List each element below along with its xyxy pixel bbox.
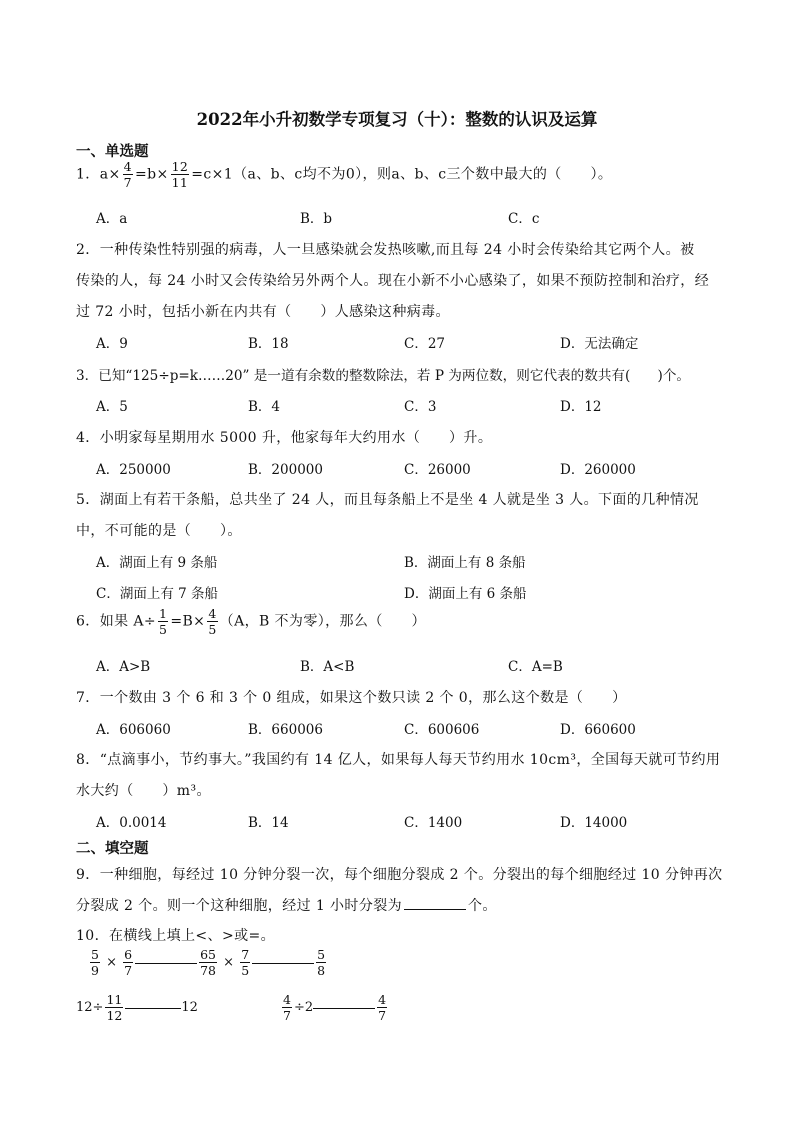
q8-option-d[interactable]: D．14000 xyxy=(560,815,628,831)
q3-option-c[interactable]: C．3 xyxy=(404,399,437,415)
question-2-line-1: 2．一种传染性特别强的病毒，人一旦感染就会发热咳嗽,而且每 24 小时会传染给其它两个人。被 xyxy=(76,242,695,258)
q10-fraction: $\frac{4}{7}$ xyxy=(378,992,387,1024)
q8-option-c[interactable]: C．1400 xyxy=(404,815,463,831)
q6-option-b[interactable]: B．A<B xyxy=(300,659,355,675)
q10-answer-blank-2[interactable] xyxy=(252,962,314,964)
q1-option-c[interactable]: C．c xyxy=(508,211,540,227)
q5-option-a[interactable]: A．湖面上有 9 条船 xyxy=(96,555,218,571)
q6-option-a[interactable]: A．A>B xyxy=(96,659,151,675)
q3-option-d[interactable]: D．12 xyxy=(560,399,602,415)
q6-text-post: （A，B 不为零），那么（ ） xyxy=(219,613,426,630)
question-8-line-2: 水大约（ ）m³。 xyxy=(76,783,211,799)
q10-answer-blank-4[interactable] xyxy=(313,1007,375,1009)
q5-option-b[interactable]: B．湖面上有 8 条船 xyxy=(404,555,526,571)
q6-fraction-1: $\frac{1}{5}$ xyxy=(159,606,168,638)
question-2-line-2: 传染的人，每 24 小时又会传染给另外两个人。现在小新不小心感染了，如果不预防控制和治疗，经 xyxy=(76,273,710,289)
question-3: 3．已知“125÷p=k……20” 是一道有余数的整数除法，若 P 为两位数，则它代表的数共有( )个。 xyxy=(76,368,691,384)
q2-option-b[interactable]: B．18 xyxy=(248,336,289,352)
q8-option-b[interactable]: B．14 xyxy=(248,815,289,831)
q10-fraction: $\frac{11}{12}$ xyxy=(106,992,123,1024)
section-heading-fill-in: 二、填空题 xyxy=(76,840,149,857)
q7-option-c[interactable]: C．600606 xyxy=(404,722,480,738)
q2-option-a[interactable]: A．9 xyxy=(96,336,128,352)
question-2-line-3: 过 72 小时，包括小新在内共有（ ）人感染这种病毒。 xyxy=(76,304,450,320)
q9-text-post: 个。 xyxy=(468,898,497,914)
question-4: 4．小明家每星期用水 5000 升，他家每年大约用水（ ）升。 xyxy=(76,430,493,446)
question-9-line-2 xyxy=(76,895,497,915)
q10-fraction: $\frac{7}{5}$ xyxy=(241,947,250,979)
question-5-line-2: 中，不可能的是（ ）。 xyxy=(76,523,242,539)
q1-fraction-1: $\frac{4}{7}$ xyxy=(123,159,132,191)
q10-fraction: $\frac{6}{7}$ xyxy=(124,947,133,979)
q10-fraction: $\frac{5}{8}$ xyxy=(317,947,326,979)
question-6 xyxy=(76,607,426,636)
question-8-line-1: 8．“点滴事小，节约事大。”我国约有 14 亿人，如果每人每天节约用水 10cm³，全国每天就可节约用 xyxy=(76,752,721,768)
q10-fraction: $\frac{65}{78}$ xyxy=(200,947,216,979)
q6-text-pre: 6．如果 A÷ xyxy=(76,613,156,630)
q10-answer-blank-1[interactable] xyxy=(135,962,197,964)
q3-option-a[interactable]: A．5 xyxy=(96,399,128,415)
q2-option-d[interactable]: D．无法确定 xyxy=(560,336,639,352)
q3-option-b[interactable]: B．4 xyxy=(248,399,281,415)
page-title: 2022年小升初数学专项复习（十）：整数的认识及运算 xyxy=(196,110,598,129)
q4-option-b[interactable]: B．200000 xyxy=(248,462,323,478)
q10-fraction: $\frac{5}{9}$ xyxy=(91,947,99,979)
q4-option-a[interactable]: A．250000 xyxy=(96,462,171,478)
q9-text-pre: 分裂成 2 个。则一个这种细胞，经过 1 小时分裂为 xyxy=(76,898,403,914)
q8-option-a[interactable]: A．0.0014 xyxy=(96,815,167,831)
q1-option-a[interactable]: A．a xyxy=(96,211,128,227)
q10-text: ÷2 xyxy=(293,1000,314,1016)
q1-text-mid: =b× xyxy=(134,166,169,183)
q2-option-c[interactable]: C．27 xyxy=(404,336,446,352)
q6-option-c[interactable]: C．A=B xyxy=(508,659,563,675)
q6-fraction-2: $\frac{4}{5}$ xyxy=(208,606,217,638)
q10-text: 12÷ xyxy=(76,1000,104,1016)
question-9-line-1: 9．一种细胞，每经过 10 分钟分裂一次，每个细胞分裂成 2 个。分裂出的每个细胞经过 10 分钟再次 xyxy=(76,867,723,883)
q7-option-b[interactable]: B．660006 xyxy=(248,722,323,738)
question-5-line-1: 5．湖面上有若干条船，总共坐了 24 人，而且每条船上不是坐 4 人就是坐 3 人。下面的几种情况 xyxy=(76,492,699,508)
q4-option-c[interactable]: C．26000 xyxy=(404,462,471,478)
q10-row-2-left xyxy=(76,993,198,1022)
q10-answer-blank-3[interactable] xyxy=(125,1007,181,1009)
q1-option-b[interactable]: B．b xyxy=(300,211,333,227)
q4-option-d[interactable]: D．260000 xyxy=(560,462,636,478)
times-sign: × xyxy=(223,955,235,971)
question-7: 7．一个数由 3 个 6 和 3 个 0 组成，如果这个数只读 2 个 0，那么这个数是（ ） xyxy=(76,690,627,706)
q10-text: 12 xyxy=(181,1000,198,1016)
times-sign: × xyxy=(106,955,117,971)
q10-row-1 xyxy=(88,948,328,977)
q7-option-d[interactable]: D．660600 xyxy=(560,722,636,738)
q5-option-c[interactable]: C．湖面上有 7 条船 xyxy=(96,586,219,602)
q1-fraction-2: $\frac{12}{11}$ xyxy=(171,159,189,191)
q1-text-pre: 1．a× xyxy=(76,166,121,183)
q10-row-2-right xyxy=(280,993,389,1022)
q9-answer-blank[interactable] xyxy=(404,908,466,910)
q1-text-post: =c×1（a、b、c均不为0），则a、b、c三个数中最大的（ ）。 xyxy=(191,166,613,183)
question-1 xyxy=(76,160,612,189)
q5-option-d[interactable]: D．湖面上有 6 条船 xyxy=(404,586,527,602)
question-10: 10．在横线上填上<、>或=。 xyxy=(76,928,276,944)
q7-option-a[interactable]: A．606060 xyxy=(96,722,171,738)
q10-fraction: $\frac{4}{7}$ xyxy=(283,992,291,1024)
q6-text-mid: =B× xyxy=(170,613,206,630)
section-heading-single-choice: 一、单选题 xyxy=(76,143,149,160)
